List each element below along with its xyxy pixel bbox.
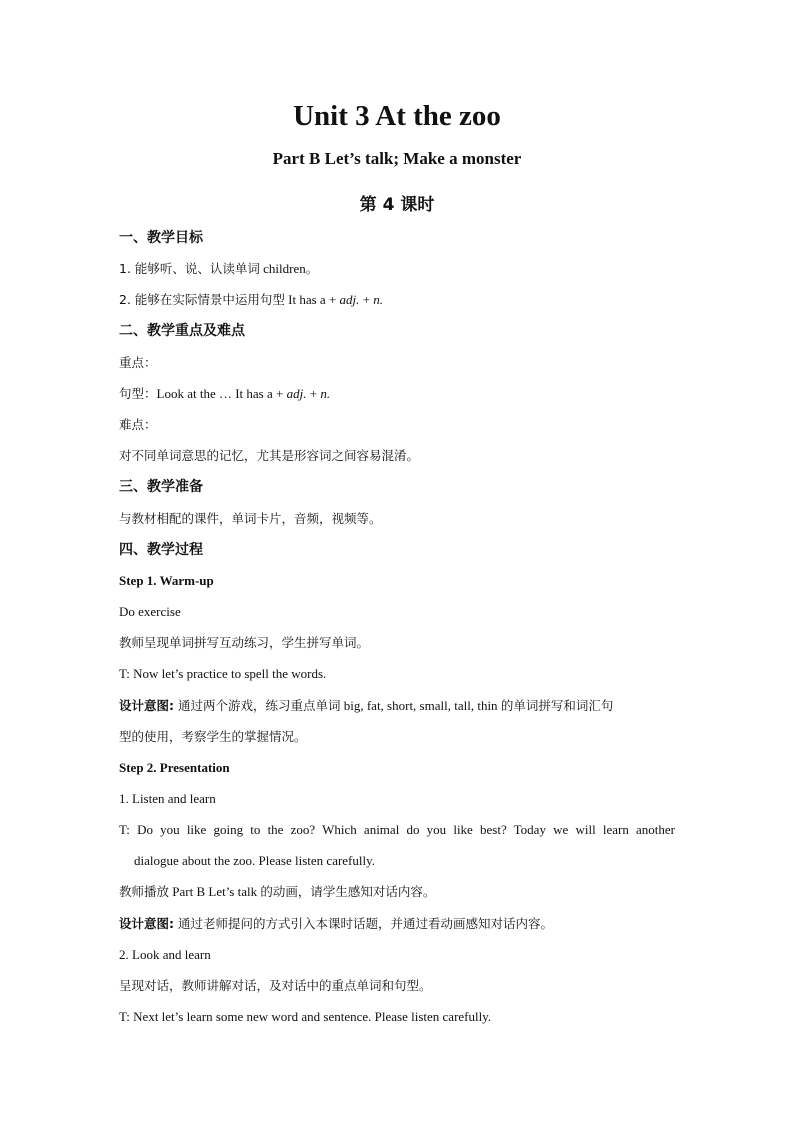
difficulty-label: 难点： (119, 417, 157, 432)
step1-title: Step 1. Warm-up (119, 573, 214, 588)
page-title: Unit 3 At the zoo (293, 100, 501, 132)
step2-intent: 设计意图: 通过老师提问的方式引入本课时话题，并通过看动画感知对话内容。 (119, 916, 553, 931)
step2-t1-line2: dialogue about the zoo. Please listen carefully. (134, 853, 376, 868)
step1-line1: Do exercise (119, 604, 181, 619)
step1-intent-cont: 型的使用，考察学生的掌握情况。 (119, 729, 307, 744)
step2-play: 教师播放 Part B Let’s talk 的动画，请学生感知对话内容。 (119, 884, 436, 899)
step2-title: Step 2. Presentation (119, 760, 230, 775)
step1-line3: T: Now let’s practice to spell the words. (119, 666, 327, 681)
preparation-text: 与教材相配的课件，单词卡片，音频，视频等。 (119, 511, 382, 526)
key-label: 重点： (119, 355, 157, 370)
section-heading-keypoints: 二、教学重点及难点 (119, 323, 245, 339)
difficulty-text: 对不同单词意思的记忆，尤其是形容词之间容易混淆。 (119, 448, 420, 463)
step1-line2: 教师呈现单词拼写互动练习，学生拼写单词。 (119, 635, 370, 650)
step2-sub2: 2. Look and learn (119, 947, 211, 962)
objective-item-1: 1. 能够听、说、认读单词 children。 (119, 261, 319, 276)
objective-item-2: 2. 能够在实际情景中运用句型 It has a + adj. + n. (119, 292, 383, 307)
section-heading-objectives: 一、教学目标 (119, 230, 203, 246)
step1-intent: 设计意图: 通过两个游戏，练习重点单词 big, fat, short, small, tall, thin 的单词拼写和词汇句 (119, 698, 614, 713)
step2-t1-line1: T: Do you like going to the zoo? Which animal do you like best? Today we will learn another (119, 822, 675, 837)
step2-sub1: 1. Listen and learn (119, 791, 216, 806)
lesson-number: 第 4 课时 (359, 195, 435, 215)
step2-present-text: 呈现对话，教师讲解对话，及对话中的重点单词和句型。 (119, 978, 432, 993)
step2-t2-line: T: Next let’s learn some new word and sentence. Please listen carefully. (119, 1009, 492, 1024)
page-subtitle: Part B Let’s talk; Make a monster (272, 149, 522, 168)
section-heading-process: 四、教学过程 (119, 542, 203, 558)
key-sentence: 句型：Look at the … It has a + adj. + n. (119, 386, 331, 401)
section-heading-preparation: 三、教学准备 (119, 479, 203, 495)
